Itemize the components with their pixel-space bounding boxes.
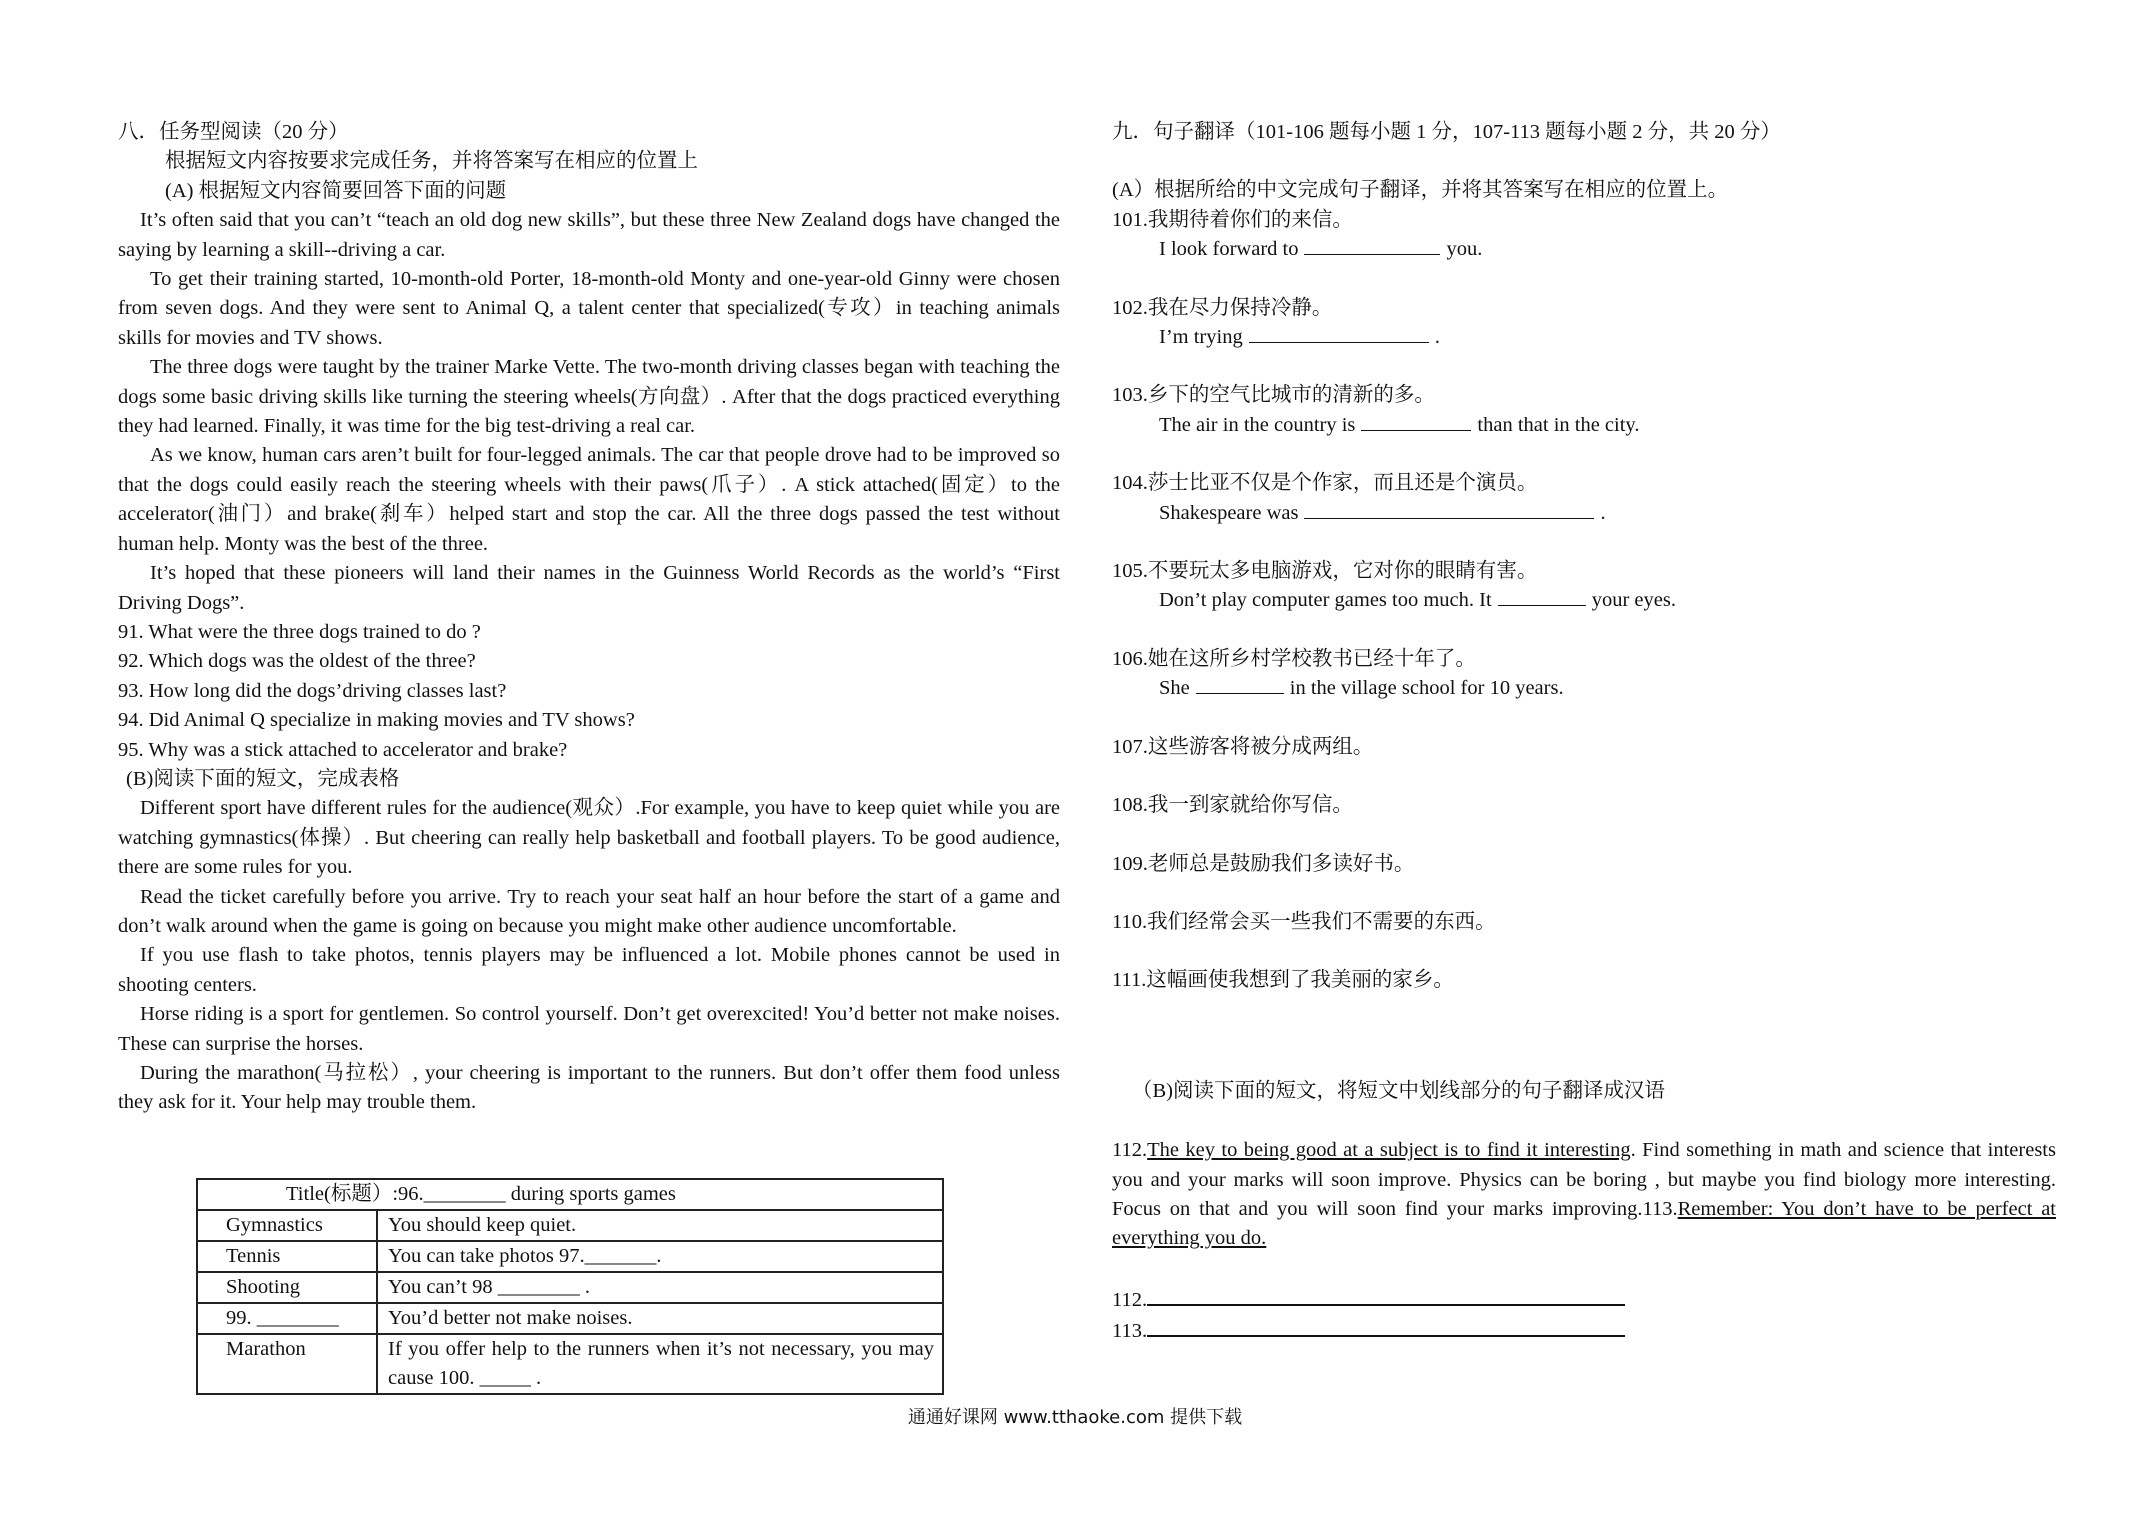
plain-items [1112,733,2056,996]
answer-suffix: you. [1446,238,1483,261]
table-cell-sport: Gymnastics [197,1210,377,1241]
question-94: 94. Did Animal Q specialize in making movies and TV shows? [118,709,635,732]
answer-suffix: in the village school for 10 years. [1289,677,1564,700]
table-row [197,1241,943,1272]
part-a-title: (A) 根据短文内容简要回答下面的问题 [165,179,507,202]
answer-suffix: . [1434,326,1440,349]
answer-prefix: I look forward to [1159,238,1299,261]
passage-paragraph: During the marathon(马拉松）, your cheering is important to the runners. But don’t offer them food unless they ask for it. Your help may trouble them. [118,1062,1060,1114]
section-title-9: 九．句子翻译（101-106 题每小题 1 分，107-113 题每小题 2 分，共 20 分） [1112,121,1781,143]
translation-question: 110.我们经常会买一些我们不需要的东西。 [1112,910,1496,933]
passage-paragraph: Horse riding is a sport for gentlemen. So control yourself. Don’t get overexcited! You’d better not make noises. These can surprise the horses. [118,1003,1060,1055]
passage-paragraph: As we know, human cars aren’t built for four-legged animals. The car that people drove had to be improved so that the dogs could easily reach the steering wheels with their paws(爪子）. A stick attached(固定）to the accelerator(油门）and brake(刹车）helped start and stop the car. All the three dogs passed the test without human help. Monty was the best of the three. [118,444,1060,555]
rules-table [196,1178,944,1395]
underlined-sentence-113: Remember: You don’t have to be perfect at everything you do. [1112,1197,2056,1250]
passage-paragraph: If you use flash to take photos, tennis players may be influenced a lot. Mobile phones cannot be used in shooting centers. [118,944,1060,996]
translation-answer [1112,411,2056,440]
translation-answer [1112,499,2056,528]
question-91: 91. What were the three dogs trained to do ? [118,620,481,643]
translation-question: 104.莎士比亚不仅是个作家，而且还是个演员。 [1112,472,1538,495]
answer-prefix: I’m trying [1159,326,1243,349]
translation-question: 106.她在这所乡村学校教书已经十年了。 [1112,647,1476,670]
passage-a [118,206,1060,618]
q112-number: 112. [1112,1139,1148,1162]
translation-answer [1112,235,2056,264]
table-cell-sport: 99. ________ [197,1303,377,1334]
translation-item [1112,469,2056,528]
reading-section [118,118,1060,1118]
answer-prefix: Shakespeare was [1159,501,1299,524]
answer-suffix: your eyes. [1591,589,1676,612]
table-cell-sport: Marathon [197,1334,377,1394]
answer-lines [1112,1284,2056,1347]
passage-paragraph: Different sport have different rules for the audience(观众）.For example, you have to keep quiet while you are watching gymnastics(体操）. But cheering can really help basketball and football players. To be good audience, there are some rules for you. [118,797,1060,879]
table-cell-sport: Shooting [197,1272,377,1303]
table-title: Title(标题）:96.________ during sports games [197,1179,943,1210]
translation-answer [1112,586,2056,615]
passage-paragraph: The three dogs were taught by the trainer Marke Vette. The two-month driving classes began with teaching the dogs some basic driving skills like turning the steering wheels(方向盘）. After that the dogs practiced everything they had learned. Finally, it was time for the big test-driving a real car. [118,356,1060,438]
translation-question: 101.我期待着你们的来信。 [1112,208,1353,231]
translation-item [1112,294,2056,353]
translation-question: 109.老师总是鼓励我们多读好书。 [1112,852,1415,875]
footer-credit: 通通好课网 www.tthaoke.com 提供下载 [907,1407,1243,1428]
table-row [197,1210,943,1241]
table-row [197,1303,943,1334]
translation-question: 107.这些游客将被分成两组。 [1112,735,1374,758]
table-cell-rule: You should keep quiet. [377,1210,943,1241]
translation-item [1112,557,2056,616]
underlined-sentence-112: The key to being good at a subject is to find it interesting [1147,1139,1631,1162]
fill-blank[interactable] [1498,587,1586,606]
table-cell-rule: You can take photos 97._______. [377,1241,943,1272]
question-95: 95. Why was a stick attached to accelerator and brake? [118,738,568,761]
table-row [197,1334,943,1394]
translation-item [1112,206,2056,265]
answer-blank[interactable] [1147,1315,1625,1337]
translation-question: 111.这幅画使我想到了我美丽的家乡。 [1112,969,1454,992]
table-row [197,1272,943,1303]
translation-item [1112,645,2056,704]
fill-blank[interactable] [1249,324,1429,343]
answer-prefix: Don’t play computer games too much. It [1159,589,1492,612]
questions-a [118,618,1060,765]
translation-item [1112,381,2056,440]
fill-blank[interactable] [1361,412,1471,431]
translation-question: 103.乡下的空气比城市的清新的多。 [1112,384,1435,407]
translation-question: 108.我一到家就给你写信。 [1112,794,1353,817]
table-row [197,1179,943,1210]
part-b-title: （B)阅读下面的短文，将短文中划线部分的句子翻译成汉语 [1132,1079,1665,1102]
answer-label: 113. [1112,1320,1148,1343]
passage-text: . Find something in math and science that interests you and your marks will soon improve. Physics can be boring , but maybe you find biology more interesting. Focus on that and you will soon find your marks improving.113. [1112,1139,2056,1220]
question-93: 93. How long did the dogs’driving classes last? [118,679,507,702]
fill-items [1112,206,2056,704]
part-b-title: (B)阅读下面的短文，完成表格 [126,767,400,790]
translation-answer [1112,323,2056,352]
answer-line-112[interactable] [1112,1284,2056,1315]
passage-paragraph: Read the ticket carefully before you arrive. Try to reach your seat half an hour before the start of a game and don’t walk around when the game is going on because you might make other audience uncomfortable. [118,885,1060,937]
answer-suffix: . [1600,501,1606,524]
translation-answer [1112,674,2056,703]
translation-passage [1112,1136,2056,1254]
fill-blank[interactable] [1304,500,1594,519]
passage-paragraph: It’s often said that you can’t “teach an old dog new skills”, but these three New Zealand dogs have changed the saying by learning a skill--driving a car. [118,209,1060,261]
section-instruction: 根据短文内容按要求完成任务，并将答案写在相应的位置上 [165,150,698,173]
table-cell-rule: If you offer help to the runners when it’s not necessary, you may cause 100. _____ . [377,1334,943,1394]
part-a-title: (A）根据所给的中文完成句子翻译，并将其答案写在相应的位置上。 [1112,179,1729,202]
passage-paragraph: It’s hoped that these pioneers will land their names in the Guinness World Records as the world’s “First Driving Dogs”. [118,562,1060,614]
passage-b [118,794,1060,1117]
table-cell-rule: You can’t 98 ________ . [377,1272,943,1303]
table-cell-rule: You’d better not make noises. [377,1303,943,1334]
section-title-8: 八．任务型阅读（20 分） [118,121,349,143]
question-92: 92. Which dogs was the oldest of the three? [118,650,476,673]
answer-line-113[interactable] [1112,1315,2056,1346]
fill-blank[interactable] [1196,675,1284,694]
answer-suffix: than that in the city. [1477,413,1640,436]
answer-label: 112. [1112,1288,1148,1311]
passage-paragraph: To get their training started, 10-month-old Porter, 18-month-old Monty and one-year-old Ginny were chosen from seven dogs. And they were sent to Animal Q, a talent center that specialized(专攻）in teaching animals skills for movies and TV shows. [118,268,1060,349]
answer-prefix: The air in the country is [1159,413,1356,436]
fill-blank[interactable] [1304,236,1440,255]
translation-question: 102.我在尽力保持冷静。 [1112,296,1333,319]
table-cell-sport: Tennis [197,1241,377,1272]
translation-question: 105.不要玩太多电脑游戏，它对你的眼睛有害。 [1112,560,1538,583]
translation-section [1112,118,2056,1347]
answer-prefix: She [1159,677,1190,700]
answer-blank[interactable] [1147,1284,1625,1306]
